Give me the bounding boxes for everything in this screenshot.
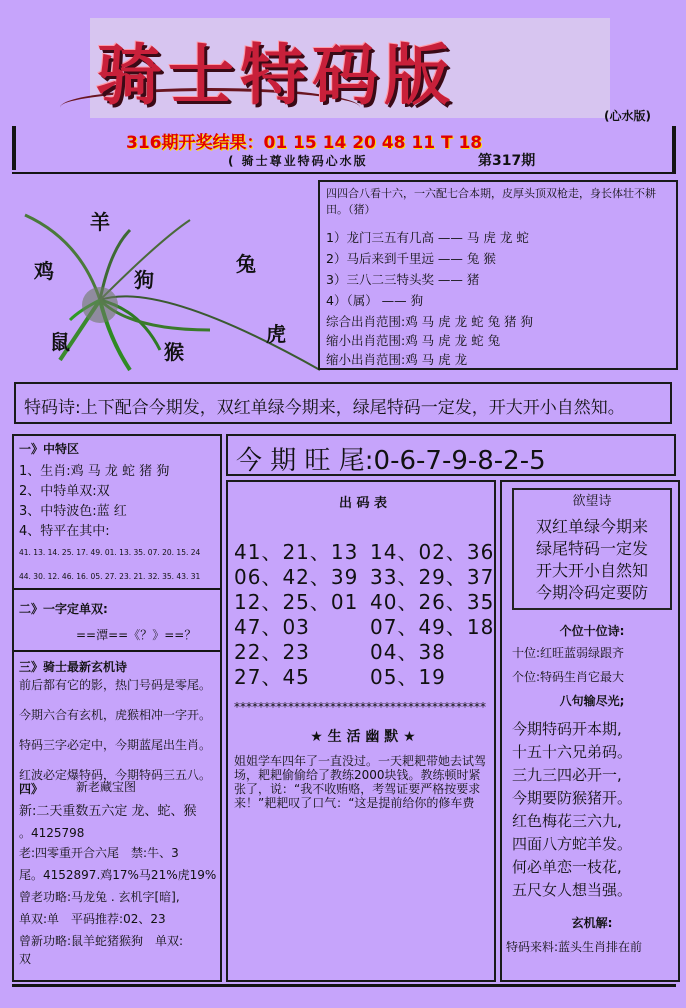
eight-lines-title: 八句输尽光; (559, 694, 625, 708)
mystery-poem-line: 前后都有它的影，热门号码是零尾。 (19, 678, 212, 692)
position-poem-line: 个位:特码生肖它最大 (512, 670, 625, 684)
desire-poem-line: 开大开小自然知 (535, 561, 648, 580)
section-heading: 三》骑士最新玄机诗 (19, 660, 128, 674)
section-heading: 四》 (19, 782, 44, 796)
draw-result: 316期开奖结果：01 15 14 20 48 11 T 18 (126, 133, 483, 153)
special-line: 4、特平在其中: (19, 524, 110, 539)
section-heading: 二》一字定单双: (19, 602, 108, 616)
tema-poem: 特码诗:上下配合今期发，双红单绿今期来，绿尾特码一定发，开大开小自然知。 (24, 398, 625, 418)
eight-lines-line: 何必单恋一枝花, (512, 858, 622, 876)
code-cell: 06、42、39 (234, 565, 359, 589)
animal-monkey: 猴 (164, 340, 184, 364)
eight-lines-line: 十五十六兄弟码。 (512, 743, 633, 761)
page-title: 骑士特码版 (96, 36, 456, 114)
edition-label: (心水版) (604, 109, 651, 123)
code-cell: 47、03 (234, 615, 310, 639)
riddle-line: 3）三八二三特头奖 —— 猪 (326, 272, 480, 287)
riddle-line: 4）（属） —— 狗 (326, 293, 424, 308)
code-cell: 07、49、18 (370, 615, 495, 639)
riddle-range: 缩小出肖范围:鸡 马 虎 龙 (326, 352, 468, 367)
riddle-box (318, 180, 678, 370)
odd-even-line: 2、中特单双:双 (19, 484, 110, 499)
section-heading: 一》中特区 (19, 442, 80, 456)
animal-sheep: 羊 (90, 210, 110, 234)
desire-poem-line: 今期冷码定要防 (535, 583, 648, 602)
treasure-line: 。4125798 (19, 826, 85, 840)
eight-lines-line: 四面八方蛇羊发。 (512, 835, 633, 853)
treasure-map-title: 新老藏宝图 (76, 780, 137, 794)
animal-rabbit: 兔 (236, 252, 256, 276)
code-cell: 33、29、37 (370, 565, 495, 589)
hot-tail-banner (226, 434, 676, 476)
code-cell: 05、19 (370, 665, 446, 689)
riddle-intro: 四四合八看十六，一六配七合本期，皮厚头顶双枪走，身长体壮不耕田。（猪） (326, 187, 656, 216)
desire-poem-line: 绿尾特码一定发 (535, 539, 648, 558)
zodiac-line: 1、生肖:鸡 马 龙 蛇 猪 狗 (19, 464, 170, 479)
mystery-explain-title: 玄机解: (571, 916, 613, 930)
header-left-bar (12, 126, 16, 170)
eight-lines-line: 今期要防猴猪开。 (512, 789, 633, 807)
riddle-range: 综合出肖范围:鸡 马 虎 龙 蛇 兔 猪 狗 (326, 314, 534, 329)
position-poem-line: 十位:红旺蓝弱绿跟齐 (512, 646, 625, 660)
header-right-bar (672, 126, 676, 172)
divider (14, 588, 220, 590)
hot-tail-text: 今 期 旺 尾:0-6-7-9-8-2-5 (236, 446, 546, 476)
treasure-line: 曾新功略:鼠羊蛇猪猴狗 单双: (19, 934, 184, 948)
riddle-line: 1）龙门三五有几高 —— 马 虎 龙 蛇 (326, 230, 529, 245)
subtitle: ( 骑士尊业特码心水版 (228, 154, 368, 168)
eight-lines-line: 五尺女人想当强。 (512, 881, 633, 899)
eight-lines-line: 红色梅花三六九, (512, 812, 622, 830)
code-cell: 27、45 (234, 665, 310, 689)
position-poem-title: 个位十位诗: (559, 624, 625, 638)
divider (14, 650, 220, 652)
footer-bar (12, 984, 676, 987)
code-table-title: 出 码 表 (338, 496, 388, 511)
treasure-line: 新:二天重数五六定 龙、蛇、猴 (19, 804, 197, 819)
eight-lines-line: 三九三四必开一, (512, 766, 622, 784)
code-cell: 40、26、35 (370, 590, 495, 614)
code-cell: 12、25、01 (234, 590, 359, 614)
code-cell: 22、23 (234, 640, 310, 664)
treasure-line: 尾。4152897.鸡17%马21%虎19% (19, 868, 217, 882)
treasure-line: 双 (19, 952, 32, 966)
desire-poem-line: 双红单绿今期来 (535, 517, 648, 536)
code-cell: 04、38 (370, 640, 446, 664)
mystery-poem-line: 特码三字必定中，今期蓝尾出生肖。 (19, 738, 212, 752)
treasure-line: 老:四零重开合六尾 禁:牛、3 (19, 846, 179, 860)
mystery-poem-line: 今期六合有玄机，虎猴相冲一字开。 (19, 708, 212, 722)
treasure-line: 曾老功略:马龙兔 . 玄机字[暗], (19, 890, 180, 904)
riddle-range: 缩小出肖范围:鸡 马 虎 龙 蛇 兔 (326, 333, 501, 348)
color-line: 3、中特波色:蓝 红 (19, 504, 127, 519)
humor-title: ★ 生 活 幽 默 ★ (310, 729, 416, 745)
eight-lines-line: 今期特码开本期, (512, 720, 622, 738)
desire-poem-title: 欲望诗 (572, 494, 612, 509)
animal-rooster: 鸡 (34, 259, 54, 283)
dotted-divider: ****************************************** (234, 700, 486, 714)
animal-dog: 狗 (134, 268, 154, 292)
tema-poem-strip (14, 382, 672, 424)
animal-rat: 鼠 (50, 330, 70, 354)
number-list: 41. 13. 14. 25. 17. 49. 01. 13. 35. 07. 20. 15. 24 (19, 548, 201, 557)
header-divider (12, 172, 676, 174)
mystery-explain-text: 特码来料:蓝头生肖排在前 (506, 940, 643, 954)
left-column (12, 434, 222, 982)
right-column (500, 480, 680, 982)
number-list: 44. 30. 12. 46. 16. 05. 27. 23. 21. 32. 35. 43. 31 (19, 572, 201, 581)
code-table-box (226, 480, 496, 982)
treasure-line: 单双:单 平码推荐:02、23 (19, 912, 166, 926)
riddle-line: 2）马后来到千里远 —— 兔 猴 (326, 251, 496, 266)
mystery-poem-line: 红波必定爆特码，今期特码三五八。 (19, 768, 212, 782)
animal-tiger: 虎 (266, 322, 286, 346)
code-cell: 14、02、36 (370, 540, 495, 564)
issue-number: 第317期 (478, 153, 536, 169)
odd-even-pick: ==潭==《？》==？ (76, 628, 197, 642)
humor-story: 姐姐学车四年了一直没过。一天耙耙带她去试驾场，耙耙偷偷给了教练2000块钱。教练顿时紧张了，说：“我不收贿赂，考驾证要严格按要求来！”耙耙叹了口气：“这是提前给你的修车费 (234, 754, 487, 810)
code-cell: 41、21、13 (234, 540, 359, 564)
